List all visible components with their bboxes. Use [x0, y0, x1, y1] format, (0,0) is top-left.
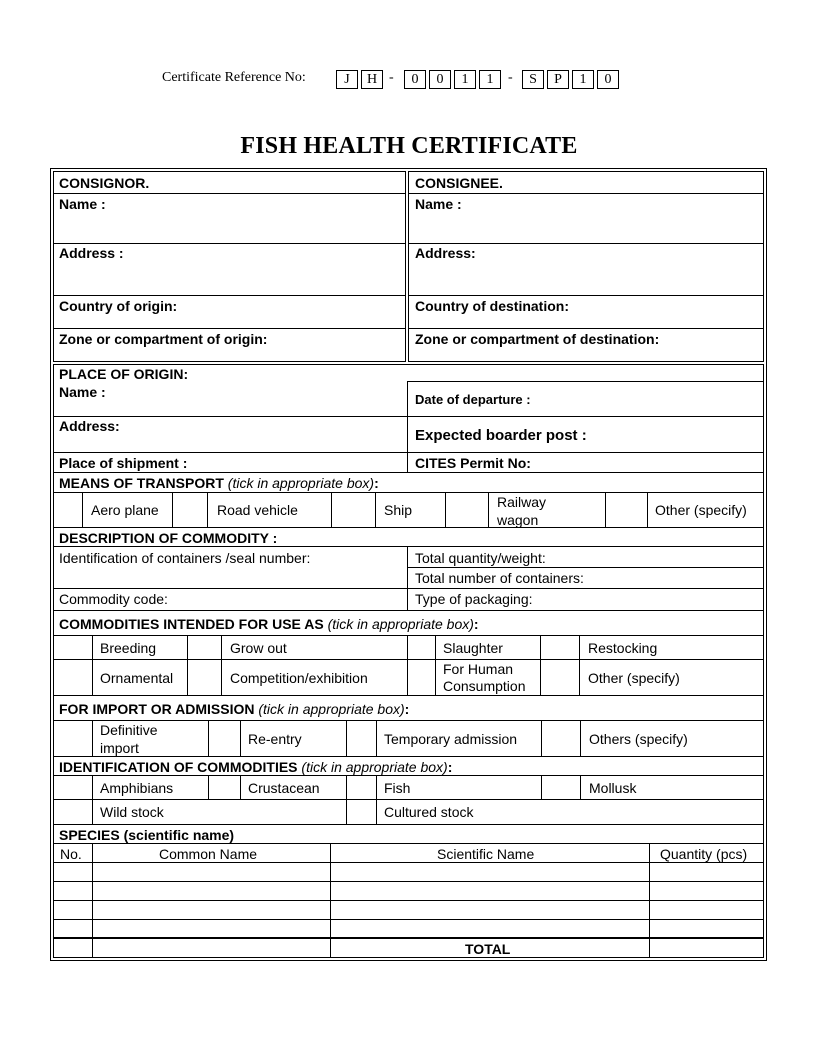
breeding-checkbox[interactable]: [54, 636, 92, 659]
slaughter-label: Slaughter: [443, 640, 503, 656]
place-of-origin-heading: PLACE OF ORIGIN:: [59, 366, 189, 382]
breeding-label: Breeding: [100, 640, 157, 656]
species-col-quantity: Quantity (pcs): [660, 846, 748, 862]
railway-wagon-label-line1: Railway: [497, 494, 547, 510]
transport-heading: MEANS OF TRANSPORT (tick in appropriate box):: [59, 475, 379, 491]
ref-char-box[interactable]: 1: [454, 70, 476, 89]
grow-out-label: Grow out: [230, 640, 287, 656]
ref-char-box[interactable]: 0: [404, 70, 426, 89]
container-identification-label[interactable]: Identification of containers /seal number:: [59, 550, 311, 566]
crustacean-label: Crustacean: [248, 780, 320, 796]
mollusk-label: Mollusk: [589, 780, 637, 796]
restocking-checkbox[interactable]: [541, 636, 579, 659]
cultured-stock-checkbox[interactable]: [347, 800, 376, 824]
table-row[interactable]: [93, 920, 330, 937]
ref-char-box[interactable]: J: [336, 70, 358, 89]
railway-wagon-label-line2: wagon: [497, 512, 539, 528]
ship-label: Ship: [384, 502, 413, 518]
table-row[interactable]: [93, 901, 330, 919]
date-of-departure-label[interactable]: Date of departure :: [415, 392, 531, 407]
border-post-label[interactable]: Expected boarder post :: [415, 427, 587, 444]
human-consumption-checkbox[interactable]: [408, 660, 435, 695]
ref-char-box[interactable]: 1: [572, 70, 594, 89]
restocking-label: Restocking: [588, 640, 658, 656]
commodity-code-label[interactable]: Commodity code:: [59, 591, 168, 607]
amphibians-checkbox[interactable]: [54, 776, 92, 799]
ship-checkbox[interactable]: [332, 493, 375, 527]
wild-stock-checkbox[interactable]: [54, 800, 92, 824]
other-use-label: Other (specify): [588, 670, 680, 686]
human-consumption-line2: Consumption: [443, 678, 526, 694]
species-col-common-name: Common Name: [159, 846, 258, 862]
ornamental-label: Ornamental: [100, 670, 174, 686]
road-vehicle-checkbox[interactable]: [173, 493, 207, 527]
ref-char-box[interactable]: 0: [597, 70, 619, 89]
wild-stock-label: Wild stock: [100, 804, 164, 820]
place-of-shipment-label[interactable]: Place of shipment :: [59, 455, 188, 471]
zone-of-origin-label[interactable]: Zone or compartment of origin:: [59, 331, 268, 347]
definitive-import-line1: Definitive: [100, 722, 158, 738]
consignor-name-label[interactable]: Name :: [59, 196, 106, 212]
ref-char-box[interactable]: S: [522, 70, 544, 89]
consignee-heading: CONSIGNEE.: [415, 175, 503, 191]
slaughter-checkbox[interactable]: [408, 636, 435, 659]
cultured-stock-label: Cultured stock: [384, 804, 474, 820]
temporary-admission-label: Temporary admission: [384, 731, 518, 747]
re-entry-checkbox[interactable]: [209, 721, 240, 756]
re-entry-label: Re-entry: [248, 731, 302, 747]
total-containers-label[interactable]: Total number of containers:: [415, 570, 584, 586]
temporary-admission-checkbox[interactable]: [347, 721, 376, 756]
mollusk-checkbox[interactable]: [542, 776, 580, 799]
consignor-address-label[interactable]: Address :: [59, 245, 124, 261]
aero-plane-label: Aero plane: [91, 502, 159, 518]
table-row[interactable]: [93, 863, 330, 881]
species-col-no: No.: [60, 846, 82, 862]
origin-address-label[interactable]: Address:: [59, 418, 120, 434]
table-row[interactable]: [93, 882, 330, 900]
packaging-type-label[interactable]: Type of packaging:: [415, 591, 533, 607]
total-quantity-label[interactable]: Total quantity/weight:: [415, 550, 546, 566]
species-col-scientific-name: Scientific Name: [437, 846, 535, 862]
consignor-heading: CONSIGNOR.: [59, 175, 150, 191]
competition-label: Competition/exhibition: [230, 670, 368, 686]
others-import-label: Others (specify): [589, 731, 688, 747]
ref-separator: -: [508, 70, 513, 85]
species-total-label: TOTAL: [465, 941, 511, 957]
consignee-name-label[interactable]: Name :: [415, 196, 462, 212]
species-heading: SPECIES (scientific name): [59, 827, 235, 843]
ref-separator: -: [389, 70, 394, 85]
fish-checkbox[interactable]: [347, 776, 376, 799]
ref-char-box[interactable]: P: [547, 70, 569, 89]
other-transport-checkbox[interactable]: [606, 493, 647, 527]
ornamental-checkbox[interactable]: [54, 660, 92, 695]
identification-heading: IDENTIFICATION OF COMMODITIES (tick in appropriate box):: [59, 759, 453, 775]
commodity-heading: DESCRIPTION OF COMMODITY :: [59, 530, 278, 546]
country-of-origin-label[interactable]: Country of origin:: [59, 298, 178, 314]
ref-char-box[interactable]: 1: [479, 70, 501, 89]
amphibians-label: Amphibians: [100, 780, 174, 796]
crustacean-checkbox[interactable]: [209, 776, 240, 799]
reference-label: Certificate Reference No:: [162, 70, 306, 85]
railway-wagon-checkbox[interactable]: [446, 493, 488, 527]
ref-char-box[interactable]: H: [361, 70, 383, 89]
aero-plane-checkbox[interactable]: [54, 493, 82, 527]
road-vehicle-label: Road vehicle: [217, 502, 298, 518]
cites-permit-label[interactable]: CITES Permit No:: [415, 455, 531, 471]
consignee-address-label[interactable]: Address:: [415, 245, 476, 261]
human-consumption-line1: For Human: [443, 661, 514, 677]
other-use-checkbox[interactable]: [541, 660, 579, 695]
definitive-import-checkbox[interactable]: [54, 721, 92, 756]
fish-label: Fish: [384, 780, 411, 796]
grow-out-checkbox[interactable]: [188, 636, 221, 659]
ref-char-box[interactable]: 0: [429, 70, 451, 89]
country-of-destination-label[interactable]: Country of destination:: [415, 298, 569, 314]
other-transport-label: Other (specify): [655, 502, 747, 518]
origin-name-label[interactable]: Name :: [59, 384, 106, 400]
use-heading: COMMODITIES INTENDED FOR USE AS (tick in appropriate box):: [59, 616, 479, 632]
import-heading: FOR IMPORT OR ADMISSION (tick in appropriate box):: [59, 701, 410, 717]
competition-checkbox[interactable]: [188, 660, 221, 695]
zone-of-destination-label[interactable]: Zone or compartment of destination:: [415, 331, 660, 347]
others-import-checkbox[interactable]: [542, 721, 580, 756]
certificate-title: FISH HEALTH CERTIFICATE: [240, 133, 578, 159]
definitive-import-line2: import: [100, 740, 139, 756]
